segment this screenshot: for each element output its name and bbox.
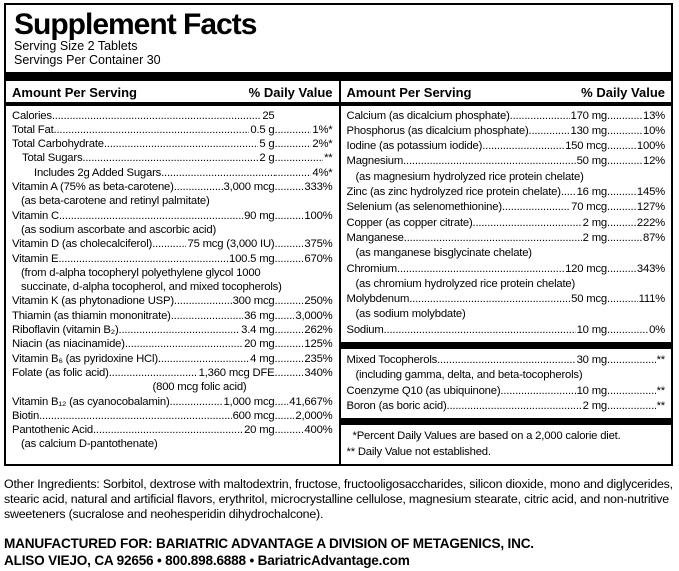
nutrient-amount: 50 mcg xyxy=(571,293,607,306)
nutrient-amount: 5 g xyxy=(259,138,275,151)
dot-leader xyxy=(59,209,243,223)
nutrient-amount: 10 mg xyxy=(576,323,607,336)
nutrient-detail: (as manganese bisglycinate chelate) xyxy=(355,247,532,260)
nutrient-dv: 100% xyxy=(636,140,665,153)
daily-value-cell xyxy=(275,366,333,380)
nutrient-detail: (including gamma, delta, and beta-tocopherols) xyxy=(355,369,583,382)
right-column-header xyxy=(341,81,672,106)
nutrient-dv: 2%* xyxy=(312,138,333,151)
dot-leader xyxy=(607,384,656,399)
dot-leader xyxy=(500,384,575,399)
nutrient-dv: 13% xyxy=(642,109,665,122)
dot-leader xyxy=(275,237,304,251)
amount-per-serving-header: Amount Per Serving xyxy=(346,84,472,100)
nutrient-name: Boron (as boric acid) xyxy=(346,399,447,412)
dot-leader xyxy=(607,200,636,215)
nutrient-name: Coenzyme Q10 (as ubiquinone) xyxy=(346,384,501,397)
nutrient-amount: 3,000 mcg xyxy=(223,181,275,194)
dot-leader xyxy=(275,209,304,223)
nutrient-row xyxy=(12,409,333,423)
dot-leader xyxy=(437,353,576,368)
nutrient-amount: 75 mcg (3,000 IU) xyxy=(187,238,275,251)
nutrient-detail: (as chromium hydrolyzed rice protein chelate) xyxy=(355,277,576,290)
right-column-rows xyxy=(341,106,672,464)
daily-value-cell xyxy=(275,352,333,366)
dot-leader xyxy=(275,337,304,351)
dot-leader xyxy=(275,352,304,366)
nutrient-amount: 1,000 mcg xyxy=(223,395,275,408)
dot-leader xyxy=(275,166,312,180)
daily-value-cell xyxy=(275,337,333,351)
dot-leader xyxy=(171,309,243,323)
nutrient-amount: 100.5 mg xyxy=(228,252,275,265)
nutrient-row xyxy=(12,323,333,337)
nutrient-dv: 87% xyxy=(642,231,665,244)
dot-leader xyxy=(93,423,243,437)
nutrient-amount: 36 mg xyxy=(244,309,275,322)
dot-leader xyxy=(607,231,642,246)
nutrient-dv: 1%* xyxy=(312,123,333,136)
footnote: *Percent Daily Values are based on a 2,000 calorie diet. xyxy=(352,430,621,443)
nutrient-row xyxy=(347,139,666,154)
nutrient-dv: 111% xyxy=(638,293,665,306)
panel-title: Supplement Facts xyxy=(14,8,257,41)
nutrient-name: Mixed Tocopherols xyxy=(346,354,438,367)
dot-leader xyxy=(104,137,259,151)
dot-leader xyxy=(384,323,576,338)
daily-value-cell xyxy=(275,323,333,337)
nutrient-name: Thiamin (as thiamin mononitrate) xyxy=(12,309,171,322)
nutrient-row xyxy=(347,231,666,246)
nutrient-dv: 670% xyxy=(304,252,333,265)
nutrient-name: Niacin (as niacinamide) xyxy=(12,338,125,351)
nutrient-row xyxy=(12,395,333,409)
nutrient-name: Vitamin E xyxy=(12,252,59,265)
serving-size: Serving Size 2 Tablets xyxy=(14,39,138,53)
nutrient-dv: ** xyxy=(656,354,665,367)
nutrient-name: Magnesium xyxy=(346,155,404,168)
manufacturer-block xyxy=(4,535,673,569)
nutrient-amount: 20 mg xyxy=(244,424,275,437)
dot-leader xyxy=(275,409,295,423)
dot-leader xyxy=(152,237,186,251)
daily-value-cell xyxy=(275,409,333,423)
section-divider-bar xyxy=(341,418,672,425)
nutrient-amount: 130 mg xyxy=(570,124,607,137)
nutrient-dv: 12% xyxy=(642,155,665,168)
dot-leader xyxy=(404,231,582,246)
amount-per-serving-header: Amount Per Serving xyxy=(12,84,137,100)
dot-leader xyxy=(54,123,250,137)
dot-leader xyxy=(275,323,304,337)
dot-leader xyxy=(607,399,656,414)
nutrient-name: Total Carbohydrate xyxy=(12,138,104,151)
daily-value-cell xyxy=(607,384,665,399)
nutrient-name: Iodine (as potassium iodide) xyxy=(346,140,483,153)
daily-value-cell xyxy=(607,216,665,231)
daily-value-cell xyxy=(607,262,665,277)
dot-leader xyxy=(109,366,198,380)
dot-leader xyxy=(275,151,324,165)
nutrient-name: Sodium xyxy=(346,323,384,336)
nutrient-amount: 30 mg xyxy=(576,354,607,367)
nutrient-dv: 400% xyxy=(304,424,333,437)
nutrient-dv: 0% xyxy=(649,323,665,336)
nutrient-name: Total Sugars xyxy=(22,152,83,165)
daily-value-cell xyxy=(607,139,665,154)
nutrient-row xyxy=(12,252,333,266)
nutrient-name: Calcium (as dicalcium phosphate) xyxy=(346,109,510,122)
nutrient-dv: 375% xyxy=(304,238,333,251)
nutrient-row xyxy=(347,384,666,399)
dot-leader xyxy=(52,109,261,123)
nutrient-row xyxy=(347,124,666,139)
dot-leader xyxy=(447,399,582,414)
nutrient-dv: 250% xyxy=(304,295,333,308)
nutrient-amount: 16 mg xyxy=(576,186,607,199)
nutrient-amount: 2 mg xyxy=(582,399,607,412)
dot-leader xyxy=(529,124,570,139)
nutrient-dv: ** xyxy=(656,399,665,412)
daily-value-cell xyxy=(275,237,333,251)
nutrient-amount: 600 mcg xyxy=(232,409,275,422)
dot-leader xyxy=(607,185,636,200)
nutrient-amount: 2 mg xyxy=(582,216,607,229)
nutrient-row xyxy=(347,399,666,414)
nutrient-name: Zinc (as zinc hydrolyzed rice protein chelate) xyxy=(346,186,561,199)
nutrient-row xyxy=(12,137,333,151)
dot-leader xyxy=(39,409,232,423)
nutrient-dv: 235% xyxy=(304,352,333,365)
dot-leader xyxy=(174,294,232,308)
dot-leader xyxy=(409,292,570,307)
daily-value-cell xyxy=(607,292,665,307)
nutrient-detail: (as magnesium hydrolyzed rice protein chelate) xyxy=(355,170,584,183)
daily-value-cell xyxy=(607,154,665,169)
nutrient-columns xyxy=(6,81,671,464)
daily-value-header: % Daily Value xyxy=(248,84,333,100)
nutrient-amount: 1,360 mcg DFE xyxy=(198,366,275,379)
nutrient-dv: 333% xyxy=(304,181,333,194)
nutrient-amount: 170 mg xyxy=(570,109,607,122)
nutrient-detail: (as sodium ascorbate and ascorbic acid) xyxy=(21,223,217,236)
nutrient-amount: 150 mcg xyxy=(565,140,607,153)
dot-leader xyxy=(275,366,304,380)
footnote: ** Daily Value not established. xyxy=(346,445,491,458)
daily-value-cell xyxy=(607,185,665,200)
daily-value-cell xyxy=(275,123,333,137)
nutrient-row xyxy=(347,353,666,368)
nutrient-dv: 262% xyxy=(304,324,333,337)
section-divider-bar xyxy=(341,342,672,349)
dot-leader xyxy=(607,139,636,154)
nutrient-row xyxy=(347,216,666,231)
daily-value-cell xyxy=(275,252,333,266)
nutrient-dv: 3,000% xyxy=(295,309,333,322)
dot-leader xyxy=(473,216,582,231)
nutrient-dv: 222% xyxy=(636,216,665,229)
dot-leader xyxy=(502,200,570,215)
nutrient-name: Vitamin B₆ (as pyridoxine HCl) xyxy=(12,352,158,365)
nutrient-row xyxy=(12,180,333,194)
dot-leader xyxy=(82,151,258,165)
nutrient-amount: 20 mg xyxy=(244,338,275,351)
daily-value-cell xyxy=(607,353,665,368)
nutrient-dv: 127% xyxy=(636,201,665,214)
nutrient-row xyxy=(12,366,333,380)
dot-leader xyxy=(158,352,249,366)
dot-leader xyxy=(397,262,564,277)
dot-leader xyxy=(607,154,642,169)
nutrient-name: Calories xyxy=(12,109,52,122)
nutrient-detail: (as beta-carotene and retinyl palmitate) xyxy=(21,195,210,208)
daily-value-cell xyxy=(275,180,333,194)
nutrient-row xyxy=(347,292,666,307)
dot-leader xyxy=(275,180,304,194)
daily-value-cell xyxy=(607,323,665,338)
nutrient-name: Pantothenic Acid xyxy=(12,424,93,437)
daily-value-cell xyxy=(275,151,333,165)
nutrient-name: Molybdenum xyxy=(346,293,410,306)
nutrient-row xyxy=(12,209,333,223)
dot-leader xyxy=(561,185,576,200)
left-column-rows xyxy=(6,106,339,456)
daily-value-cell xyxy=(275,395,333,409)
nutrient-dv: ** xyxy=(324,152,333,165)
nutrient-amount: 120 mcg xyxy=(565,262,607,275)
manufacturer-contact-line: ALISO VIEJO, CA 92656 • 800.898.6888 • BariatricAdvantage.com xyxy=(4,553,410,569)
nutrient-name: Includes 2g Added Sugars xyxy=(34,166,162,179)
nutrient-detail: (800 mcg folic acid) xyxy=(152,381,247,394)
dot-leader xyxy=(607,292,638,307)
left-column xyxy=(6,81,339,464)
dot-leader xyxy=(607,262,636,277)
dot-leader xyxy=(58,252,228,266)
daily-value-cell xyxy=(275,423,333,437)
nutrient-row xyxy=(12,109,333,123)
dot-leader xyxy=(275,423,304,437)
nutrient-name: Vitamin D (as cholecalciferol) xyxy=(12,238,153,251)
nutrient-row xyxy=(347,200,666,215)
dot-leader xyxy=(119,323,241,337)
nutrient-row xyxy=(12,423,333,437)
dot-leader xyxy=(275,395,289,409)
dot-leader xyxy=(607,323,648,338)
nutrient-dv: ** xyxy=(656,384,665,397)
right-column xyxy=(339,81,672,464)
supplement-facts-panel xyxy=(4,3,673,466)
nutrient-name: Riboflavin (vitamin B₂) xyxy=(12,324,119,337)
nutrient-amount: 25 xyxy=(262,109,275,122)
nutrient-dv: 343% xyxy=(636,262,665,275)
dot-leader xyxy=(510,109,570,124)
thick-divider-bar xyxy=(6,72,671,81)
nutrient-row xyxy=(12,237,333,251)
nutrient-row xyxy=(347,185,666,200)
nutrient-row xyxy=(12,337,333,351)
title-block xyxy=(6,5,671,68)
nutrient-row xyxy=(347,262,666,277)
dot-leader xyxy=(403,154,576,169)
dot-leader xyxy=(275,137,312,151)
nutrient-detail: (from d-alpha tocopheryl polyethylene glycol 1000 xyxy=(21,266,261,279)
nutrient-detail: (as calcium D-pantothenate) xyxy=(21,438,158,451)
dot-leader xyxy=(482,139,564,154)
daily-value-cell xyxy=(607,200,665,215)
nutrient-amount: 300 mcg xyxy=(232,295,275,308)
nutrient-name: Phosphorus (as dicalcium phosphate) xyxy=(346,124,529,137)
dot-leader xyxy=(275,252,304,266)
servings-per-container: Servings Per Container 30 xyxy=(14,52,161,67)
nutrient-dv: 2,000% xyxy=(295,409,333,422)
nutrient-name: Vitamin K (as phytonadione USP) xyxy=(12,295,174,308)
nutrient-dv: 125% xyxy=(304,338,333,351)
nutrient-row xyxy=(12,294,333,308)
nutrient-dv: 10% xyxy=(642,124,665,137)
nutrient-dv: 145% xyxy=(636,186,665,199)
dot-leader xyxy=(125,337,243,351)
nutrient-name: Chromium xyxy=(346,262,397,275)
daily-value-cell xyxy=(607,399,665,414)
dot-leader xyxy=(607,216,636,231)
nutrient-name: Vitamin A (75% as beta-carotene) xyxy=(12,181,174,194)
dot-leader xyxy=(275,309,295,323)
nutrient-name: Vitamin B₁₂ (as cyanocobalamin) xyxy=(12,395,170,408)
dot-leader xyxy=(174,180,223,194)
dot-leader xyxy=(607,109,642,124)
nutrient-dv: 41,667% xyxy=(289,395,333,408)
daily-value-cell xyxy=(275,209,333,223)
nutrient-name: Total Fat xyxy=(12,123,54,136)
nutrient-row xyxy=(12,309,333,323)
other-ingredients-text: Other Ingredients: Sorbitol, dextrose with maltodextrin, fructose, fructooligosaccharides, silicon dioxide, mono and diglycerides, stearic acid, natural and artificial flavors, erythritol, microcrystalline cellulose, magnesium stearate, citric acid, and non-nutritive sweeteners (sucralose and neohesperidin dihydrochalcone). xyxy=(4,476,673,522)
dot-leader xyxy=(275,123,312,137)
daily-value-cell xyxy=(275,294,333,308)
nutrient-amount: 3.4 mg xyxy=(241,324,275,337)
daily-value-cell xyxy=(275,309,333,323)
daily-value-cell xyxy=(607,109,665,124)
nutrient-amount: 50 mg xyxy=(576,155,607,168)
manufactured-for-line: MANUFACTURED FOR: BARIATRIC ADVANTAGE A DIVISION OF METAGENICS, INC. xyxy=(4,536,534,552)
nutrient-row xyxy=(347,154,666,169)
nutrient-amount: 10 mg xyxy=(576,384,607,397)
nutrient-name: Vitamin C xyxy=(12,209,59,222)
nutrient-amount: 2 mg xyxy=(582,231,607,244)
nutrient-row xyxy=(12,166,333,180)
nutrient-row xyxy=(12,352,333,366)
nutrient-name: Manganese xyxy=(346,231,404,244)
nutrient-dv: 4%* xyxy=(312,166,333,179)
daily-value-cell xyxy=(275,166,333,180)
nutrient-name: Copper (as copper citrate) xyxy=(346,216,473,229)
daily-value-cell xyxy=(607,231,665,246)
dot-leader xyxy=(170,395,223,409)
nutrient-dv: 100% xyxy=(304,209,333,222)
nutrient-name: Selenium (as selenomethionine) xyxy=(346,201,502,214)
nutrient-row xyxy=(347,323,666,338)
nutrient-amount: 70 mcg xyxy=(571,201,607,214)
dot-leader xyxy=(607,124,642,139)
nutrient-row xyxy=(12,151,333,165)
dot-leader xyxy=(275,294,304,308)
nutrient-detail: (as sodium molybdate) xyxy=(355,308,466,321)
nutrient-amount: 4 mg xyxy=(250,352,275,365)
daily-value-header: % Daily Value xyxy=(581,84,665,100)
nutrient-name: Folate (as folic acid) xyxy=(12,366,109,379)
nutrient-amount: 0.5 g xyxy=(250,123,275,136)
daily-value-cell xyxy=(275,137,333,151)
nutrient-amount: 90 mg xyxy=(244,209,275,222)
left-column-header xyxy=(6,81,339,106)
nutrient-detail: succinate, d-alpha tocopherol, and mixed tocopherols) xyxy=(21,281,282,294)
daily-value-cell xyxy=(607,124,665,139)
dot-leader xyxy=(607,353,656,368)
nutrient-name: Biotin xyxy=(12,409,40,422)
dot-leader xyxy=(161,166,274,180)
nutrient-dv: 340% xyxy=(304,366,333,379)
nutrient-amount: 2 g xyxy=(259,152,275,165)
nutrient-row xyxy=(347,109,666,124)
nutrient-row xyxy=(12,123,333,137)
